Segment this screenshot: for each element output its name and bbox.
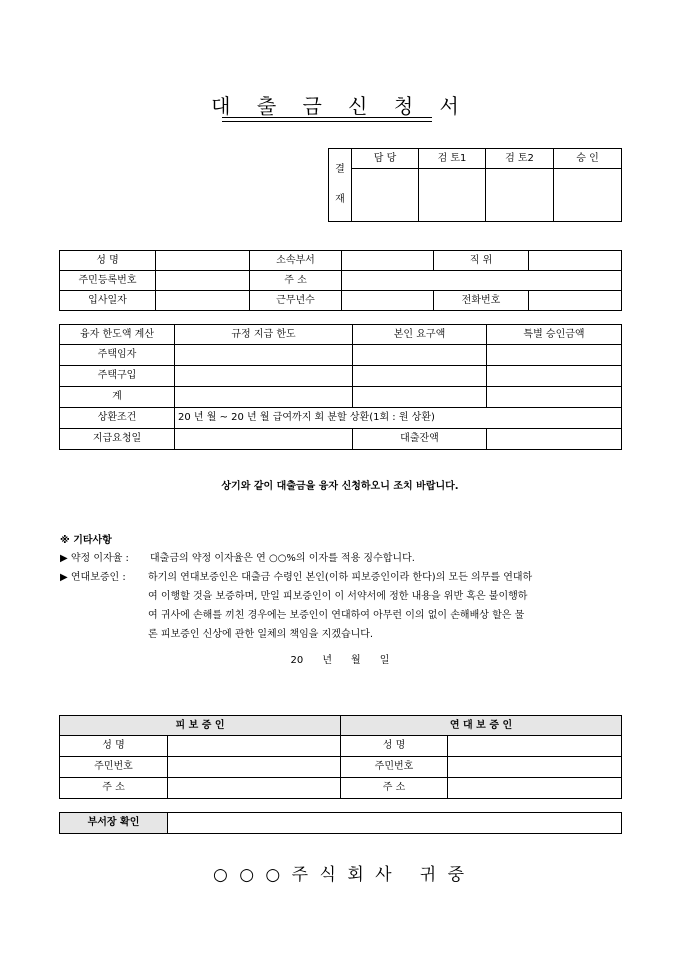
guarantee-table bbox=[59, 715, 622, 799]
title-double-underline bbox=[222, 117, 432, 122]
approval-sign-review1[interactable] bbox=[419, 169, 486, 222]
guarantor-id-label: 주민번호 bbox=[341, 757, 448, 778]
loan-cell[interactable] bbox=[175, 345, 353, 366]
address-field[interactable] bbox=[342, 271, 622, 291]
applicant-table bbox=[59, 250, 622, 311]
guarantor-title: 연 대 보 증 인 bbox=[341, 716, 622, 736]
notes-heading: ※ 기타사항 bbox=[60, 535, 112, 546]
request-date-label: 지급요청일 bbox=[60, 429, 175, 450]
footer-recipient: ○ ○ ○ 주 식 회 사 귀 중 bbox=[212, 865, 468, 885]
repay-label: 상환조건 bbox=[60, 408, 175, 429]
guaranteed-id-field[interactable] bbox=[168, 757, 341, 778]
guarantor-line: 여 이행할 것을 보증하며, 만일 피보증인이 이 서약서에 정한 내용을 위반 혹은 불이행하 bbox=[148, 591, 528, 602]
request-sentence: 상기와 같이 대출금을 융자 신청하오니 조치 바랍니다. bbox=[221, 481, 459, 492]
manager-label: 부서장 확인 bbox=[60, 813, 168, 834]
position-label: 직 위 bbox=[434, 251, 529, 271]
balance-field[interactable] bbox=[487, 429, 622, 450]
approval-sign-review2[interactable] bbox=[486, 169, 554, 222]
guarantor-address-field[interactable] bbox=[448, 778, 622, 799]
date-line: 20 년 월 일 bbox=[290, 655, 390, 666]
join-date-field[interactable] bbox=[156, 291, 250, 311]
guarantor-id-field[interactable] bbox=[448, 757, 622, 778]
guarantor-line: 론 피보증인 신상에 관한 일체의 책임을 지겠습니다. bbox=[148, 629, 374, 640]
join-date-label: 입사일자 bbox=[60, 291, 156, 311]
approval-header-staff: 담 당 bbox=[352, 149, 419, 169]
loan-cell[interactable] bbox=[175, 366, 353, 387]
guaranteed-name-field[interactable] bbox=[168, 736, 341, 757]
loan-row-label: 계 bbox=[60, 387, 175, 408]
approval-header-review1: 검 토1 bbox=[419, 149, 486, 169]
approval-header-approve: 승 인 bbox=[554, 149, 622, 169]
guarantor-address-label: 주 소 bbox=[341, 778, 448, 799]
loan-cell[interactable] bbox=[487, 345, 622, 366]
name-field[interactable] bbox=[156, 251, 250, 271]
loan-cell[interactable] bbox=[175, 387, 353, 408]
approval-sign-approve[interactable] bbox=[554, 169, 622, 222]
guaranteed-title: 피 보 증 인 bbox=[60, 716, 341, 736]
approval-sign-staff[interactable] bbox=[352, 169, 419, 222]
loan-cell[interactable] bbox=[353, 387, 487, 408]
manager-sign-field[interactable] bbox=[168, 813, 622, 834]
name-label: 성 명 bbox=[60, 251, 156, 271]
guarantor-line: 하기의 연대보증인은 대출금 수령인 본인(이하 피보증인이라 한다)의 모든 의무를 연대하 bbox=[148, 572, 533, 583]
loan-cell[interactable] bbox=[353, 345, 487, 366]
loan-header-calc: 융자 한도액 계산 bbox=[60, 325, 175, 345]
loan-header-request: 본인 요구액 bbox=[353, 325, 487, 345]
years-label: 근무년수 bbox=[250, 291, 342, 311]
loan-header-limit: 규정 지급 한도 bbox=[175, 325, 353, 345]
loan-header-special: 특별 승인금액 bbox=[487, 325, 622, 345]
loan-cell[interactable] bbox=[487, 366, 622, 387]
guarantor-name-field[interactable] bbox=[448, 736, 622, 757]
guarantor-name-label: 성 명 bbox=[341, 736, 448, 757]
guaranteed-id-label: 주민번호 bbox=[60, 757, 168, 778]
years-field[interactable] bbox=[342, 291, 434, 311]
id-number-field[interactable] bbox=[156, 271, 250, 291]
loan-row-label: 주택임자 bbox=[60, 345, 175, 366]
loan-row-label: 주택구입 bbox=[60, 366, 175, 387]
repay-terms[interactable]: 20 년 월 ~ 20 년 월 급여까지 회 분할 상환(1회 : 원 상환) bbox=[175, 408, 622, 429]
loan-cell[interactable] bbox=[487, 387, 622, 408]
id-number-label: 주민등록번호 bbox=[60, 271, 156, 291]
address-label: 주 소 bbox=[250, 271, 342, 291]
guaranteed-name-label: 성 명 bbox=[60, 736, 168, 757]
guarantor-label: ▶ 연대보증인 : bbox=[60, 572, 126, 583]
guarantor-text bbox=[148, 568, 623, 644]
balance-label: 대출잔액 bbox=[353, 429, 487, 450]
document-title: 대 출 금 신 청 서 bbox=[211, 94, 469, 118]
manager-table bbox=[59, 812, 622, 834]
loan-table bbox=[59, 324, 622, 450]
phone-field[interactable] bbox=[529, 291, 622, 311]
phone-label: 전화번호 bbox=[434, 291, 529, 311]
guaranteed-address-label: 주 소 bbox=[60, 778, 168, 799]
approval-table bbox=[328, 148, 622, 222]
dept-label: 소속부서 bbox=[250, 251, 342, 271]
request-date-field[interactable] bbox=[175, 429, 353, 450]
rate-text: 대출금의 약정 이자율은 연 ○○%의 이자를 적용 징수합니다. bbox=[150, 553, 415, 564]
dept-field[interactable] bbox=[342, 251, 434, 271]
position-field[interactable] bbox=[529, 251, 622, 271]
loan-cell[interactable] bbox=[353, 366, 487, 387]
guaranteed-address-field[interactable] bbox=[168, 778, 341, 799]
approval-header-review2: 검 토2 bbox=[486, 149, 554, 169]
rate-label: ▶ 약정 이자율 : bbox=[60, 553, 129, 564]
approval-side-label: 결 재 bbox=[329, 149, 352, 222]
guarantor-line: 여 귀사에 손해를 끼친 경우에는 보증인이 연대하여 아무런 이의 없이 손해배상 할은 물 bbox=[148, 610, 525, 621]
